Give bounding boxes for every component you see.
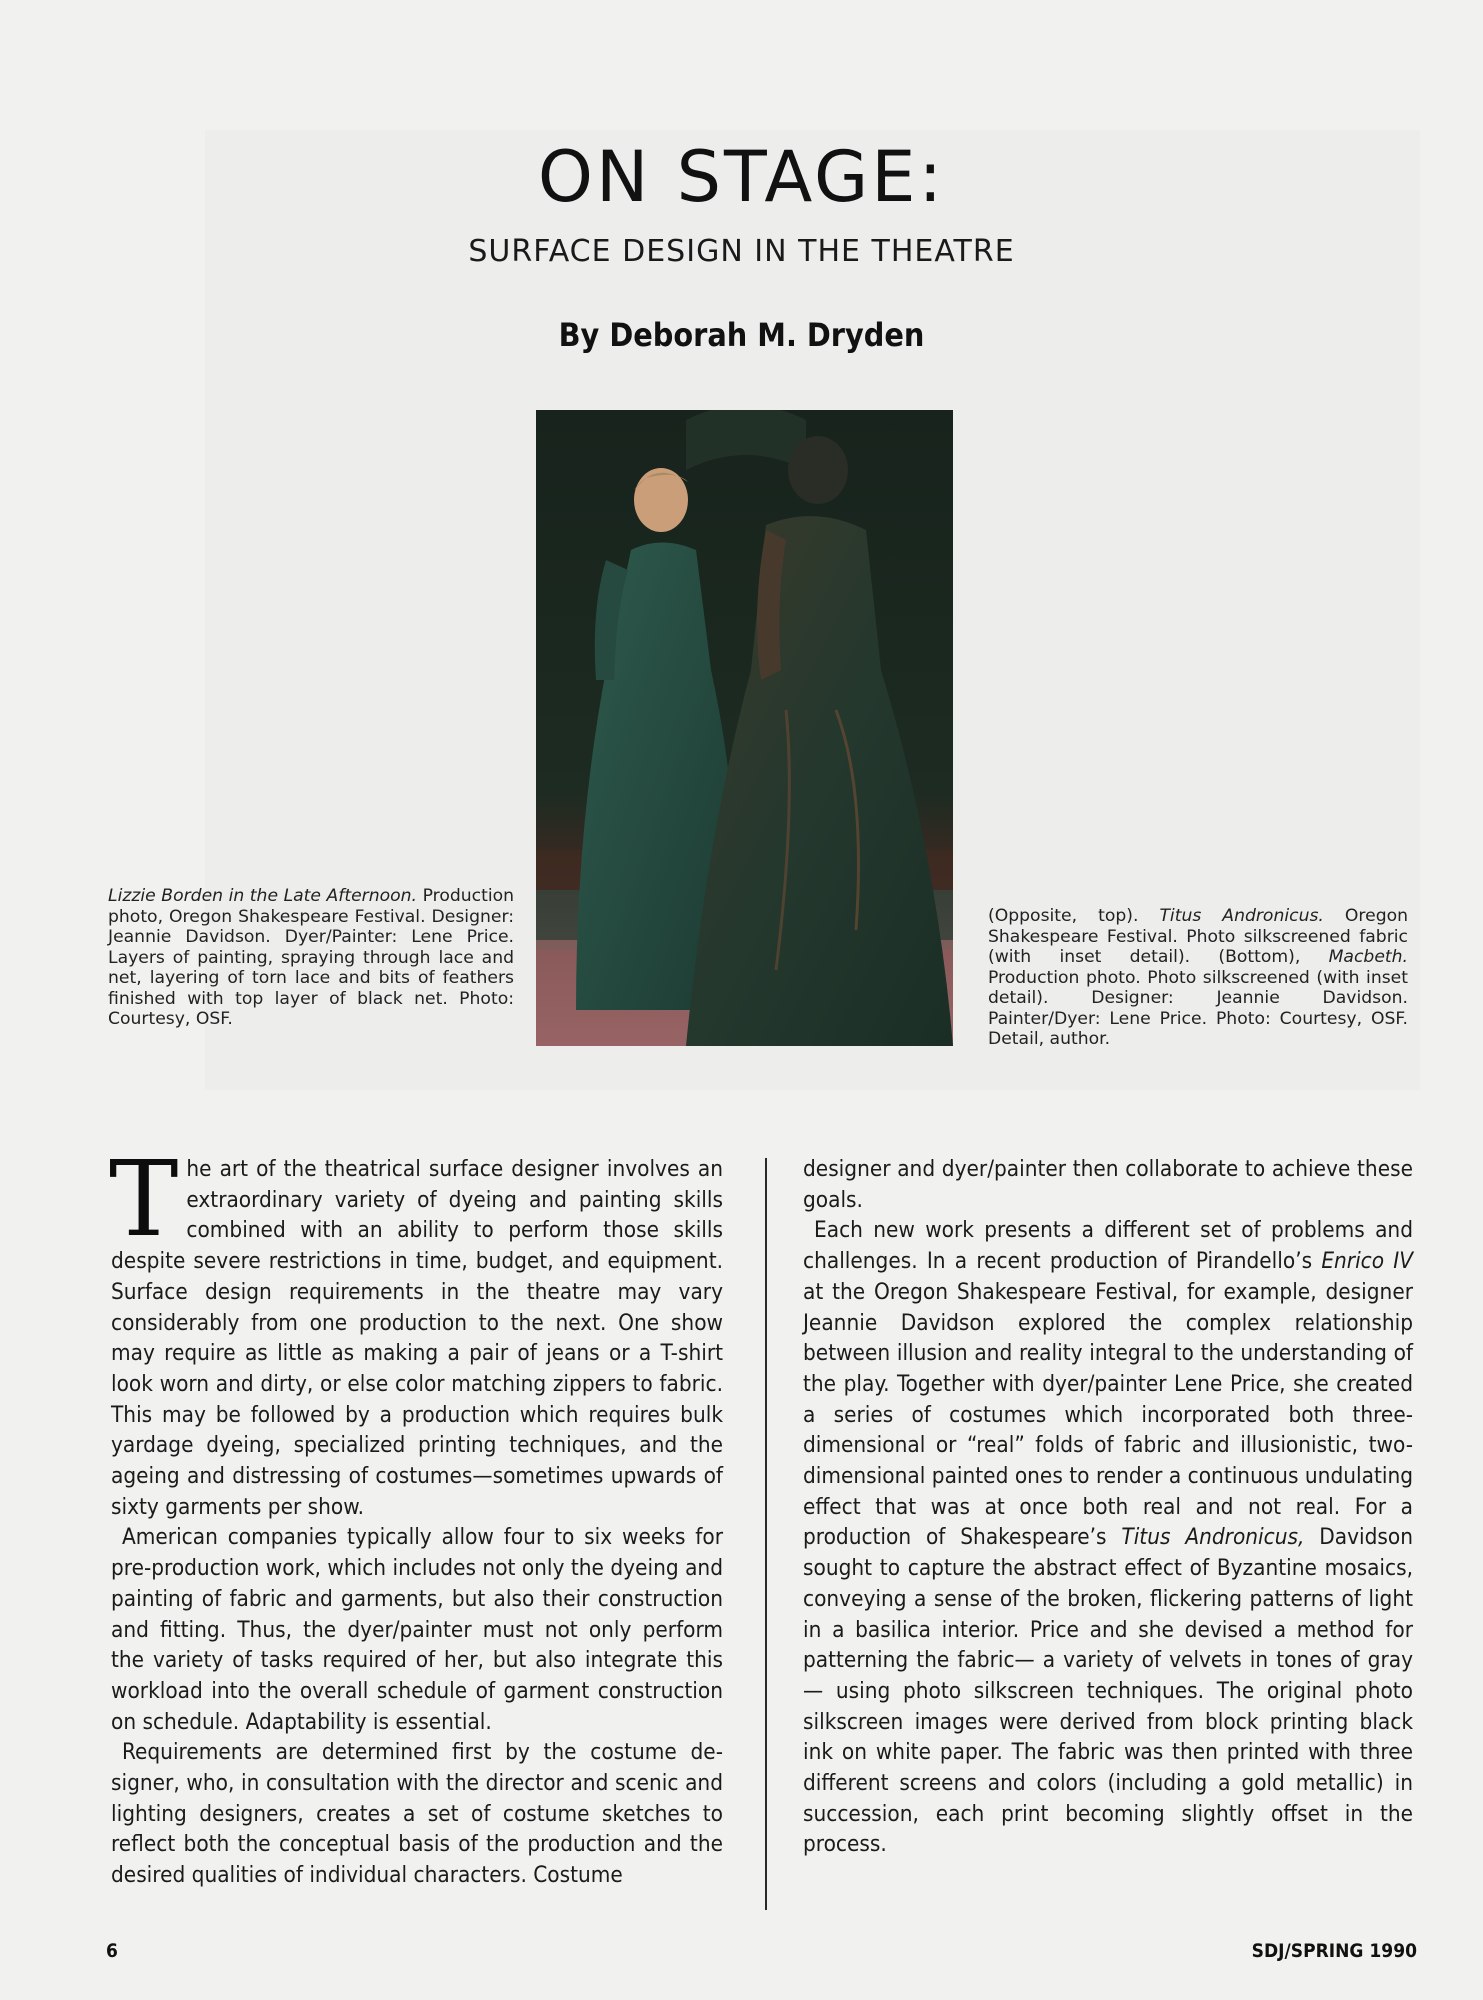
body-column-left xyxy=(109,1138,723,1891)
photo-caption-right xyxy=(988,906,1408,1050)
body-paragraph: Requirements are determined first by the costume designer, who, in consultation with the director and scenic and lighting designers, creates a set of costume sketches to reflect both the conceptual basis of the production and the desired qualities of individual characters. Costume xyxy=(111,1739,723,1889)
caption-text: (Opposite, top). xyxy=(988,906,1160,926)
caption-text: Oregon Shakespeare Festival. Photo silkscreened fabric (with inset detail). (Bottom), xyxy=(988,906,1409,967)
body-column-right xyxy=(803,1154,1413,1860)
drop-cap: T xyxy=(109,1138,179,1260)
caption-play-title: Lizzie Borden in the Late Afternoon. xyxy=(108,886,418,906)
production-photo xyxy=(536,410,953,1046)
article-subtitle: SURFACE DESIGN IN THE THEATRE xyxy=(468,234,1015,269)
paragraph-text: he art of the theatrical surface designer involves an extraordinary variety of dyeing and painting skills combined with an ability to perform those skills despite severe restrictions in time, budget, and equipment. Surface design requirements in the theatre may vary considerably from one production to the next. One show may require as little as making a pair of jeans or a T-shirt look worn and dirty, or else color matching zippers to fabric. This may be followed by a production which requires bulk yardage dyeing, specialized printing techniques, and the ageing and distressing of costumes—sometimes upwards of sixty garments per show. xyxy=(111,1156,723,1520)
article-byline: By Deborah M. Dryden xyxy=(558,316,925,354)
article-title: ON STAGE: xyxy=(537,136,946,218)
production-photo-illustration xyxy=(536,410,953,1046)
body-paragraph: designer and dyer/painter then collaborate to achieve these goals. xyxy=(803,1156,1413,1213)
caption-play-title: Macbeth. xyxy=(1328,947,1408,967)
caption-text: Production photo. Photo silkscreened (with inset detail). Designer: Jeannie Davidson. Painter/Dyer: Lene Price. Photo: Courtesy, OSF. Detail, author. xyxy=(988,967,1408,1049)
play-title: Titus Andronicus, xyxy=(1121,1524,1305,1551)
body-paragraph: American companies typically allow four to six weeks for pre-production work, which includes not only the dyeing and painting of fabric and garments, but also their construction and fitting. Thus, the dyer/painter must not only perform the variety of tasks required of her, but also integrate this workload into the overall schedule of garment construction on schedule. Adaptability is essential. xyxy=(111,1524,723,1735)
body-paragraph xyxy=(109,1138,723,1522)
photo-caption-left xyxy=(108,886,514,1030)
column-divider xyxy=(765,1158,767,1910)
paragraph-text: Each new work presents a different set of problems and challenges. In a recent production of Pirandello’s xyxy=(803,1217,1413,1275)
caption-play-title: Titus Andronicus. xyxy=(1159,906,1324,926)
paragraph-text: Davidson sought to capture the abstract effect of Byzantine mosaics, conveying a sense of the broken, flickering patterns of light in a basilica interior. Price and she devised a method for patterning the fabric— a variety of velvets in tones of gray— using photo silkscreen techniques. The original photo silkscreen images were derived from block printing black ink on white paper. The fabric was then printed with three different screens and colors (including a gold metallic) in succession, each print becoming slightly offset in the process. xyxy=(803,1524,1413,1858)
publication-issue: SDJ/SPRING 1990 xyxy=(1251,1940,1417,1962)
paragraph-text: at the Oregon Shakespeare Festival, for example, designer Jeannie Davidson explored the complex relationship between illusion and reality integral to the understanding of the play. Together with dyer/painter Lene Price, she created a series of costumes which incorporated both three-dimensional or “real” folds of fabric and illusionistic, two-dimensional painted ones to render a continuous undulating effect that was at once both real and not real. For a production of Shakespeare’s xyxy=(803,1278,1413,1551)
page-number: 6 xyxy=(106,1940,118,1962)
caption-text: Production photo, Oregon Shakespeare Festival. Designer: Jeannie Davidson. Dyer/Painter: Lene Price. Layers of painting, spraying through lace and net, layering of torn lace and bits of feathers finished with top layer of black net. Photo: Courtesy, OSF. xyxy=(108,886,515,1029)
body-paragraph xyxy=(803,1215,1413,1860)
play-title: Enrico IV xyxy=(1321,1248,1414,1275)
